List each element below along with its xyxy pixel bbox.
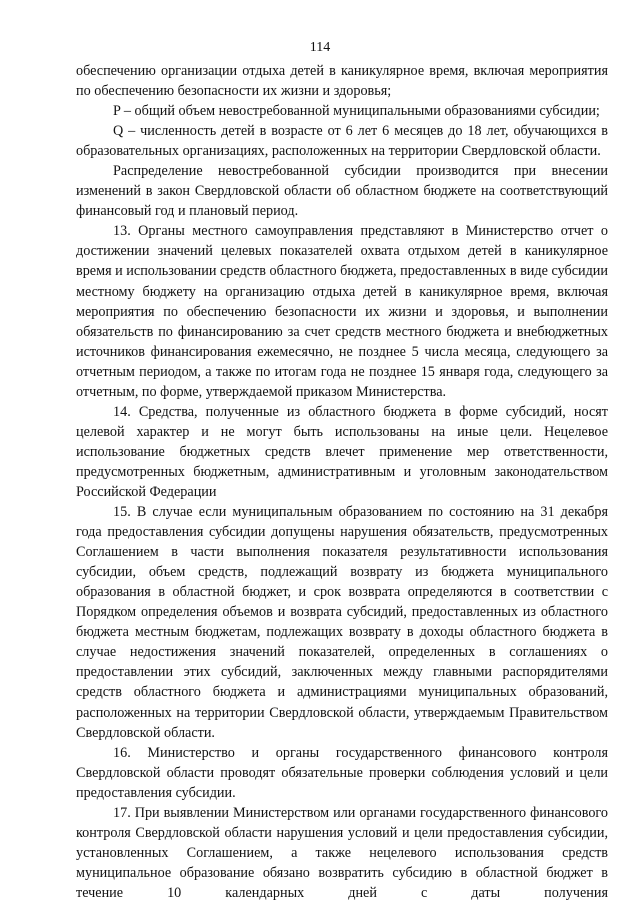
page-number: 114 [309,40,331,55]
paragraph-formula-q: Q – численность детей в возрасте от 6 лет 6 месяцев до 18 лет, обучающихся в образовательных организациях, расположенных на территории Свердловской области. [76,123,608,160]
paragraph-13: 13. Органы местного самоуправления представляют в Министерство отчет о достижении значений целевых показателей охвата отдыхом детей в каникулярное время и использовании средств областного бюджета, предоставленных в виде субсидии местному бюджету на организацию отдыха детей в каникулярное время, включая мероприятия по обеспечению безопасности их жизни и здоровья, и выполнении обязательств по финансированию за счет средств местного бюджета и внебюджетных источников финансирования ежемесячно, не позднее 5 числа месяца, следующего за отчетным периодом, а также по итогам года не позднее 15 января года, следующего за отчетным, по форме, утверждаемой приказом Министерства. [76,223,608,400]
paragraph-14: 14. Средства, полученные из областного бюджета в форме субсидий, носят целевой характер и не могут быть использованы на иные цели. Нецелевое использование бюджетных средств влечет применение мер ответственности, предусмотренных бюджетным, административным и уголовным законодательством Российской Федерации [76,403,608,500]
paragraph-17: 17. При выявлении Министерством или органами государственного финансового контроля Свердловской области нарушения условий и цели предоставления субсидии, установленных Соглашением, а также нецелевого использования средств муниципальное образование обязано возвратить субсидию в областной бюджет в течение 10 календарных дней с даты получения [76,804,608,901]
document-body [76,61,608,903]
paragraph-distribution: Распределение невостребованной субсидии производится при внесении изменений в закон Свердловской области об областном бюджете на соответствующий финансовый год и плановый период. [76,163,608,220]
paragraph-15: 15. В случае если муниципальным образованием по состоянию на 31 декабря года предоставления субсидии допущены нарушения обязательств, предусмотренных Соглашением в части выполнения показателя результативности использования субсидии, объем средств, подлежащий возврату из бюджета муниципального образования в областной бюджет, и срок возврата определяются в соответствии с Порядком определения объемов и возврата субсидий, предоставленных из областного бюджета местным бюджетам, подлежащих возврату в доходы областного бюджета в случае недостижения значений показателей, определенных в соглашениях о предоставлении этих субсидий, заключенных между главными распорядителями средств областного бюджета и администрациями муниципальных образований, расположенных на территории Свердловской области, утверждаемым Правительством Свердловской области. [76,504,608,741]
paragraph-16: 16. Министерство и органы государственного финансового контроля Свердловской области проводят обязательные проверки соблюдения условий и цели предоставления субсидии. [76,744,608,801]
paragraph-continuation: обеспечению организации отдыха детей в каникулярное время, включая мероприятия по обеспечению безопасности их жизни и здоровья; [76,63,608,100]
paragraph-formula-p: P – общий объем невостребованной муниципальными образованиями субсидии; [113,103,600,120]
